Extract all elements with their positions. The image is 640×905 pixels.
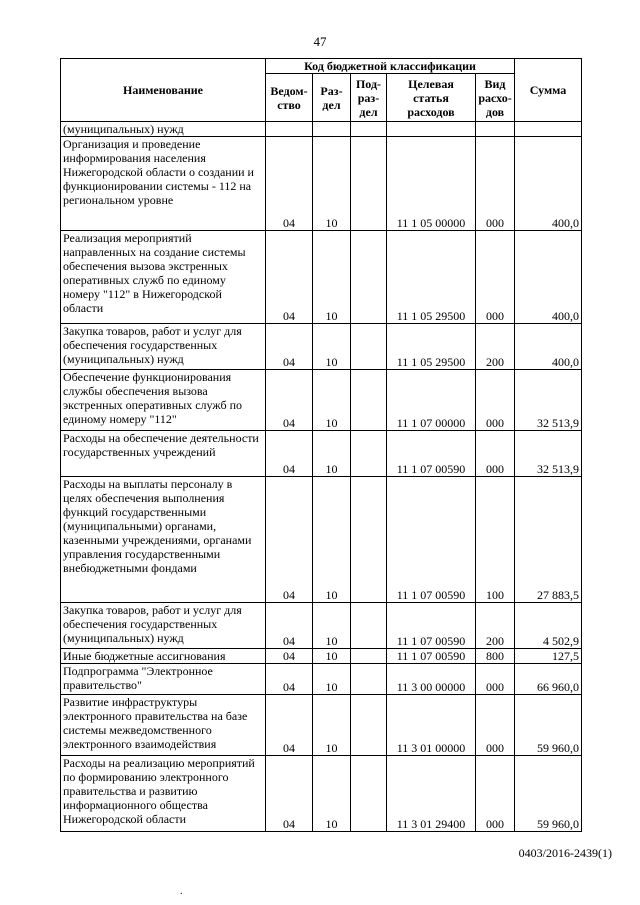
cell-vedom: 04 [266,370,313,431]
cell-podrazdel [351,756,387,832]
table-row [61,664,582,695]
cell-razdel: 10 [313,756,351,832]
cell-vedom: 04 [266,664,313,695]
cell-statya: 11 1 05 29500 [387,231,476,324]
header-vedom: Ведом-ство [266,74,313,122]
cell-vedom: 04 [266,137,313,231]
cell-razdel: 10 [313,649,351,664]
cell-summa: 59 960,0 [515,756,582,832]
table-row [61,477,582,603]
cell-statya: 11 3 01 00000 [387,695,476,756]
cell-summa: 127,5 [515,649,582,664]
cell-razdel: 10 [313,231,351,324]
cell-vid: 000 [476,137,515,231]
cell-vid: 000 [476,695,515,756]
table-row [61,370,582,431]
cell-podrazdel [351,477,387,603]
cell-podrazdel [351,137,387,231]
cell-name: Закупка товаров, работ и услуг для обеспечения государственных (муниципальных) нужд [61,603,266,649]
cell-statya: 11 1 07 00000 [387,370,476,431]
cell-summa: 59 960,0 [515,695,582,756]
cell-statya: 11 1 07 00590 [387,603,476,649]
cell-vedom: 04 [266,756,313,832]
cell-vid: 000 [476,370,515,431]
cell-statya: 11 1 05 29500 [387,324,476,370]
cell-vedom: 04 [266,477,313,603]
cell-podrazdel [351,122,387,137]
cell-podrazdel [351,603,387,649]
cell-name: Развитие инфраструктуры электронного правительства на базе системы межведомственного электронного взаимодействия [61,695,266,756]
cell-statya: 11 1 05 00000 [387,137,476,231]
cell-name: Реализация мероприятий направленных на создание системы обеспечения вызова экстренных оперативных служб по единому номеру "112" в Нижегородской области [61,231,266,324]
header-razdel: Раз-дел [313,74,351,122]
header-summa: Сумма [515,59,582,122]
table-row [61,231,582,324]
cell-razdel: 10 [313,695,351,756]
cell-podrazdel [351,431,387,477]
cell-name: Обеспечение функционирования службы обеспечения вызова экстренных оперативных служб по единому номеру "112" [61,370,266,431]
cell-vid: 000 [476,756,515,832]
cell-podrazdel [351,370,387,431]
cell-podrazdel [351,231,387,324]
cell-razdel: 10 [313,664,351,695]
table-row [61,431,582,477]
cell-name: Расходы на выплаты персоналу в целях обеспечения выполнения функций государственными (муниципальными) органами, казенными учреждениями, органами управления государственными внебюджетными фондами [61,477,266,603]
header-classification-group: Код бюджетной классификации [266,59,515,74]
table-row [61,649,582,664]
cell-statya: 11 3 00 00000 [387,664,476,695]
cell-podrazdel [351,324,387,370]
cell-summa: 66 960,0 [515,664,582,695]
cell-name: Организация и проведение информирования населения Нижегородской области о создании и функционировании системы - 112 на региональном уровне [61,137,266,231]
cell-podrazdel [351,695,387,756]
cell-vid: 800 [476,649,515,664]
cell-vid: 000 [476,664,515,695]
cell-summa: 400,0 [515,324,582,370]
cell-vid: 200 [476,603,515,649]
table-row [61,603,582,649]
cell-razdel: 10 [313,603,351,649]
cell-name: (муниципальных) нужд [61,122,266,137]
cell-razdel [313,122,351,137]
cell-razdel: 10 [313,370,351,431]
cell-summa: 400,0 [515,231,582,324]
cell-vid: 200 [476,324,515,370]
table-row [61,137,582,231]
document-code: 0403/2016-2439(1) [518,846,612,860]
cell-razdel: 10 [313,431,351,477]
cell-summa [515,122,582,137]
header-name: Наименование [61,59,266,122]
cell-statya: 11 1 07 00590 [387,649,476,664]
cell-vedom: 04 [266,431,313,477]
cell-name: Расходы на обеспечение деятельности государственных учреждений [61,431,266,477]
cell-podrazdel [351,649,387,664]
cell-vid [476,122,515,137]
cell-razdel: 10 [313,477,351,603]
cell-vedom: 04 [266,695,313,756]
cell-razdel: 10 [313,324,351,370]
table-row [61,122,582,137]
header-podrazdel: Под-раз-дел [351,74,387,122]
cell-vedom [266,122,313,137]
header-vid: Вид расхо-дов [476,74,515,122]
cell-vedom: 04 [266,231,313,324]
cell-statya: 11 1 07 00590 [387,477,476,603]
cell-name: Закупка товаров, работ и услуг для обеспечения государственных (муниципальных) нужд [61,324,266,370]
header-statya: Целевая статья расходов [387,74,476,122]
cell-razdel: 10 [313,137,351,231]
cell-statya: 11 3 01 29400 [387,756,476,832]
table-row [61,756,582,832]
cell-summa: 400,0 [515,137,582,231]
cell-summa: 32 513,9 [515,370,582,431]
cell-vid: 000 [476,431,515,477]
footer-mark: . [180,886,183,897]
cell-vid: 100 [476,477,515,603]
page-number: 47 [313,34,327,49]
cell-summa: 4 502,9 [515,603,582,649]
cell-podrazdel [351,664,387,695]
cell-vedom: 04 [266,603,313,649]
cell-name: Иные бюджетные ассигнования [61,649,266,664]
cell-vid: 000 [476,231,515,324]
cell-statya [387,122,476,137]
cell-summa: 32 513,9 [515,431,582,477]
cell-summa: 27 883,5 [515,477,582,603]
cell-vedom: 04 [266,324,313,370]
table-row [61,695,582,756]
cell-name: Расходы на реализацию мероприятий по формированию электронного правительства и развитию информационного общества Нижегородской области [61,756,266,832]
cell-statya: 11 1 07 00590 [387,431,476,477]
budget-table [60,58,582,832]
cell-name: Подпрограмма "Электронное правительство" [61,664,266,695]
cell-vedom: 04 [266,649,313,664]
table-row [61,324,582,370]
